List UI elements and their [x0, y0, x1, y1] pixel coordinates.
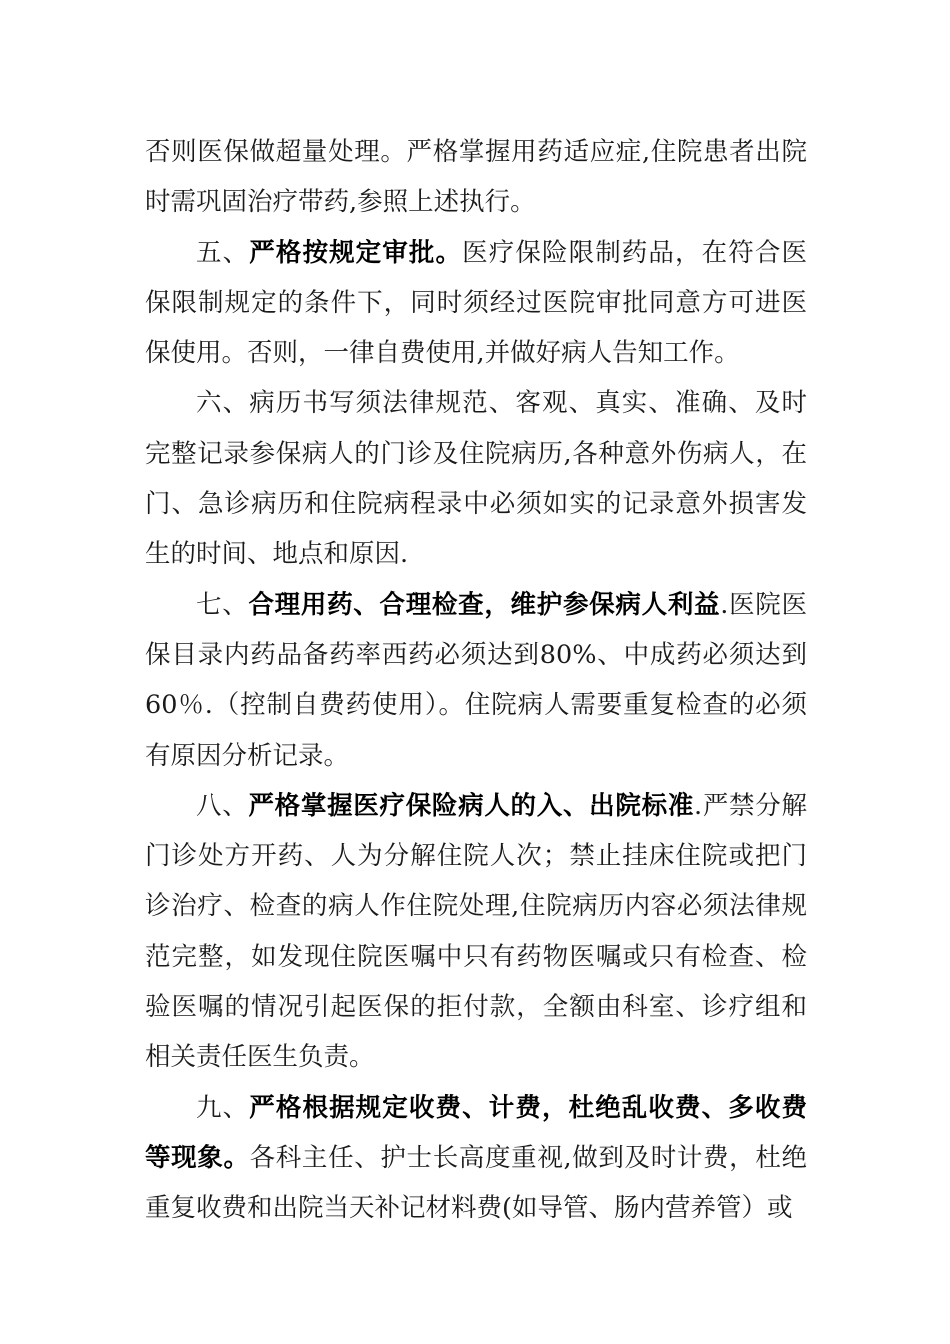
section-heading: 严格根据规定收费、计费，杜绝乱收费、多收费等现象。 [145, 1092, 807, 1173]
section-heading: 合理用药、合理检查，维护参保病人利益 [248, 589, 721, 620]
paragraph-section-9 [145, 1083, 807, 1234]
section-number: 五、 [196, 237, 250, 268]
paragraph-text: 各科主任、护士长高度重视,做到及时计费，杜绝重复收费和出院当天补记材料费(如导管、肠内营养管）或 [145, 1142, 807, 1224]
paragraph-text: .医院医保目录内药品备药率西药必须达到80%、中成药必须达到60％.（控制自费药使用）。住院病人需要重复检查的必须有原因分析记录。 [145, 589, 807, 771]
section-number: 七、 [196, 589, 249, 620]
section-number: 九、 [196, 1092, 250, 1123]
paragraph-text: .严禁分解门诊处方开药、人为分解住院人次；禁止挂床住院或把门诊治疗、检查的病人作住院处理,住院病历内容必须法律规范完整，如发现住院医嘱中只有药物医嘱或只有检查、检验医嘱的情况引起医保的拒付款，全额由科室、诊疗组和相关责任医生负责。 [145, 790, 807, 1073]
paragraph-section-7 [145, 580, 807, 781]
paragraph-section-6 [145, 378, 807, 579]
paragraph-section-8 [145, 781, 807, 1083]
paragraph-section-5 [145, 228, 807, 379]
section-heading: 严格掌握医疗保险病人的入、出院标准 [248, 790, 695, 821]
section-number: 八、 [196, 790, 249, 821]
paragraph-continuation [145, 127, 807, 228]
paragraph-text: 医疗保险限制药品，在符合医保限制规定的条件下，同时须经过医院审批同意方可进医保使用。否则，一律自费使用,并做好病人告知工作。 [145, 237, 807, 369]
section-heading: 严格按规定审批。 [249, 237, 463, 268]
document-body [145, 127, 807, 1234]
paragraph-text: 否则医保做超量处理。严格掌握用药适应症,住院患者出院时需巩固治疗带药,参照上述执行。 [145, 137, 807, 218]
paragraph-text: 六、病历书写须法律规范、客观、真实、准确、及时完整记录参保病人的门诊及住院病历,各种意外伤病人，在门、急诊病历和住院病程录中必须如实的记录意外损害发生的时间、地点和原因. [145, 388, 807, 570]
